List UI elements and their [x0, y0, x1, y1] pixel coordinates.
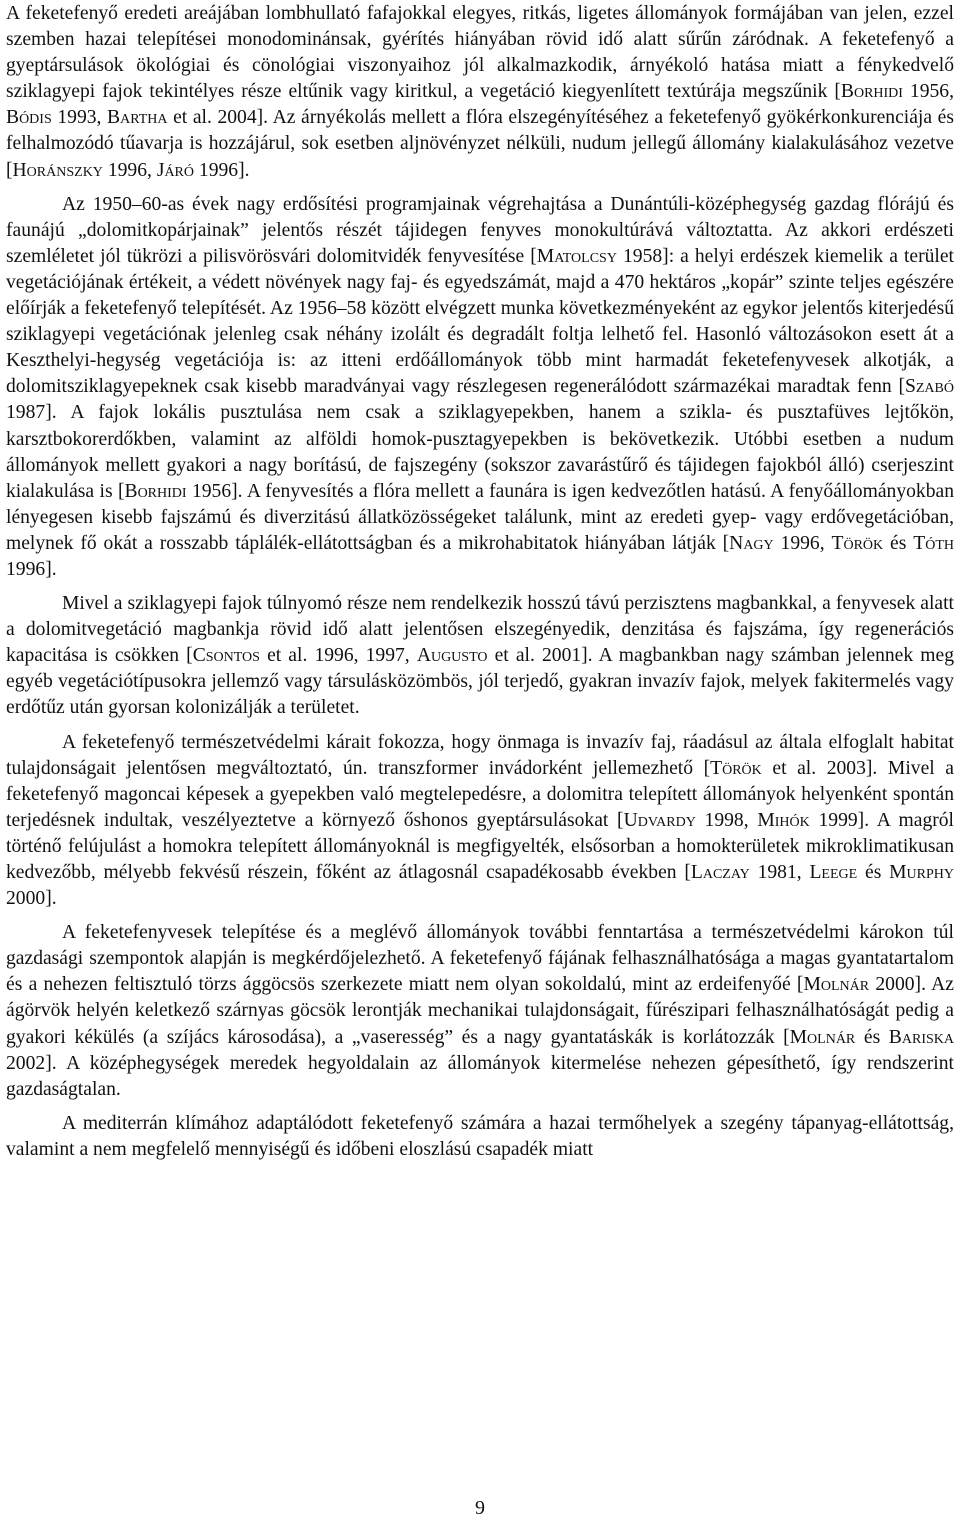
author-citation: Bódis	[6, 107, 52, 129]
document-page	[6, 0, 954, 1171]
paragraph-text: 1956,	[902, 81, 954, 103]
paragraph-text: 1996,	[773, 532, 832, 554]
paragraph	[6, 591, 954, 721]
paragraph-text: 2000].	[6, 888, 57, 910]
paragraph-text: et al. 1996, 1997,	[259, 645, 417, 667]
paragraph-text: 2000]. Az ágörvök helyén keletkező szárnyas göcsök lerontják mechanikai tulajdonságait, fűrészipari felhasználhatóságát pedig a gyakori kékülés (a szíjács károsodása), a „vaseresség” és a nagy gyantatáskák is korlátozzák [	[6, 974, 954, 1048]
author-citation: Murphy	[889, 862, 954, 883]
paragraph-text: et al. 2001]. A magbankban nagy számban jelennek meg egyéb vegetációtípusokra jellemző vagy társulásközömbös, jól terjedő, gyakran invazív fajok, melyek fakitermelés vagy erdőtűz után gyorsan kolonizálják a területet.	[6, 645, 955, 719]
paragraph	[6, 192, 954, 583]
paragraph-text: A feketefenyvesek telepítése és a meglévő állományok további fenntartása a természetvédelmi károkon túl gazdasági szempontok alapján is megkérdőjelezhető. A feketefenyő fájának felhasználhatósága a magas gyantatartalom és a nehezen feltisztuló törzs ággöcsös szerkezete miatt nem olyan sokoldalú, mint az erdeifenyőé [	[6, 922, 954, 996]
paragraph-text: 1998,	[695, 809, 758, 831]
paragraph-text: 1996].	[194, 159, 250, 181]
paragraph-text: Mivel a sziklagyepi fajok túlnyomó része nem rendelkezik hosszú távú perzisztens magbankkal, a fenyvesek alatt a dolomitvegetáció magbankja rövid idő alatt jelentősen elszegényedik, denzitása és fajszáma, így regenerációs kapacitása is csökken [	[6, 593, 954, 667]
author-citation: Csontos	[192, 645, 260, 667]
paragraph-text: A feketefenyő eredeti areájában lombhullató fafajokkal elegyes, ritkás, ligetes állományok formájában van jelen, ezzel szemben hazai telepítései monodominánsak, gyérítés hiányában rövid idő alatt sűrűn záródnak. A feketefenyő a gyeptársulások ökológiai és cönológiai viszonyaihoz jól alkalmazkodik, árnyékoló hatása miatt a fénykedvelő sziklagyepi fajok tekintélyes része eltűnik vagy kiritkul, a vegetáció kiegyenlített textúrája megszűnik [	[6, 3, 954, 103]
author-citation: Tóth	[913, 532, 954, 554]
paragraph-text: 1996].	[6, 558, 57, 580]
author-citation: Bartha	[107, 107, 168, 129]
author-citation: Bariska	[888, 1026, 954, 1048]
paragraph-text: A feketefenyő természetvédelmi kárait fokozza, hogy önmaga is invazív faj, ráadásul az általa elfoglalt habitat tulajdonságait jelentősen megváltoztató, ún. transzformer invádorként jellemezhető [	[6, 731, 954, 779]
paragraph-text: et al. 2004]. Az árnyékolás mellett a flóra elszegényítéséhez a feketefenyő gyökérkonkurenciája és felhalmozódó tűavarja is hozzájárul, sok esetben aljnövényzet nélküli, nudum jellegű állomány kialakulásához vezetve [	[6, 107, 954, 181]
author-citation: Horánszky	[12, 159, 103, 181]
author-citation: Borhidi	[840, 81, 903, 103]
paragraph	[6, 920, 954, 1103]
author-citation: Török	[710, 757, 762, 779]
author-citation: Nagy	[729, 532, 774, 554]
paragraph-text: 1999]. A magról történő felújulást a homokra telepített állományoknál is megfigyelték, elsősorban a homokterületek mikroklimatikusan kedvezőbb, mélyebb fekvésű részein, főként az átlagosnál csapadékosabb években [	[6, 809, 954, 883]
author-citation: Laczay	[690, 862, 750, 883]
paragraph-text: 1958]: a helyi erdészek kiemelik a terület vegetációjának értékeit, a védett növények nagy faj- és egyedszámát, majd a 470 hektáros „kopár” szinte teljes egészére előírják a feketefenyő telepítését. Az 1956–58 között elvégzett munka következményeként az egykor jelentős kiterjedésű sziklagyepi vegetációnak jelenleg csak néhány izolált és degradált foltja lelhető fel. Hasonló változásokon esett át a Keszthelyi-hegység vegetációja is: az itteni erdőállományok több mint harmadát feketefenyvesek alkotják, a dolomitsziklagyepeknek csak kisebb maradványai vagy részlegesen regenerálódott származékai maradtak fenn [	[6, 245, 954, 398]
author-citation: Augusto	[416, 645, 488, 667]
author-citation: Járó	[156, 159, 194, 181]
paragraph-text: 1981,	[749, 862, 810, 883]
paragraph	[6, 730, 954, 913]
author-citation: Matolcsy	[536, 245, 617, 267]
author-citation: Molnár	[789, 1026, 856, 1048]
author-citation: Udvardy	[623, 809, 696, 831]
paragraph-text: 1996,	[102, 159, 157, 181]
author-citation: Mihók	[757, 809, 810, 831]
paragraph-text: és	[857, 862, 890, 883]
paragraph-text: 1987]. A fajok lokális pusztulása nem csak a sziklagyepekben, hanem a szikla- és pusztafüves lejtőkön, karsztbokorerdőkben, valamint az alföldi homok-pusztagyepekben is bekövetkezik. Utóbbi esetben a nudum állományok mellett gyakori a nagy borítású, de fajszegény (sokszor zavarástűrő és tájidegen fajokból álló) cserjeszint kialakulása is [	[6, 402, 954, 502]
paragraph-text: Az 1950–60-as évek nagy erdősítési programjainak végrehajtása a Dunántúli-középhegység gazdag flórájú és faunájú „dolomitkopárjainak” jelentős részét tájidegen fenyves monokultúrává változtatta. Az akkori erdészeti szemléletet jól tükrözi a pilisvörösvári dolomitvidék fenyvesítése [	[6, 193, 954, 267]
page-number: 9	[475, 1497, 485, 1519]
paragraph-text: és	[883, 532, 914, 554]
paragraph-text: 1993,	[51, 107, 108, 129]
paragraph-text: és	[855, 1026, 889, 1048]
paragraph	[6, 1111, 954, 1163]
author-citation: Leege	[809, 862, 858, 883]
paragraph-text: A mediterrán klímához adaptálódott feketefenyő számára a hazai termőhelyek a szegény tápanyag-ellátottság, valamint a nem megfelelő mennyiségű és időbeni eloszlású csapadék miatt	[6, 1112, 954, 1160]
paragraph	[6, 1, 954, 184]
author-citation: Török	[831, 532, 884, 554]
paragraph-text: et al. 2003]. Mivel a feketefenyő magoncai képesek a gyepekben való megtelepedésre, a dolomitra telepített állományok helyenként spontán terjedésnek indultak, veszélyeztetve a környező őshonos gyeptársulásokat [	[6, 757, 954, 831]
text-body	[6, 1, 954, 1163]
author-citation: Borhidi	[124, 480, 187, 502]
paragraph-text: 2002]. A középhegységek meredek hegyoldalain az állományok kitermelése nehezen gépesíthető, így rendszerint gazdaságtalan.	[6, 1052, 954, 1100]
author-citation: Szabó	[904, 376, 954, 398]
paragraph-text: 1956]. A fenyvesítés a flóra mellett a faunára is igen kedvezőtlen hatású. A fenyőállományokban lényegesen kisebb fajszámú és diverzitású állatközösségeket találunk, mint az eredeti gyep- vagy erdővegetációban, melynek fő okát a rosszabb táplálék-ellátottságban és a mikrohabitatok hiányában látják [	[6, 480, 954, 554]
author-citation: Molnár	[803, 974, 870, 996]
